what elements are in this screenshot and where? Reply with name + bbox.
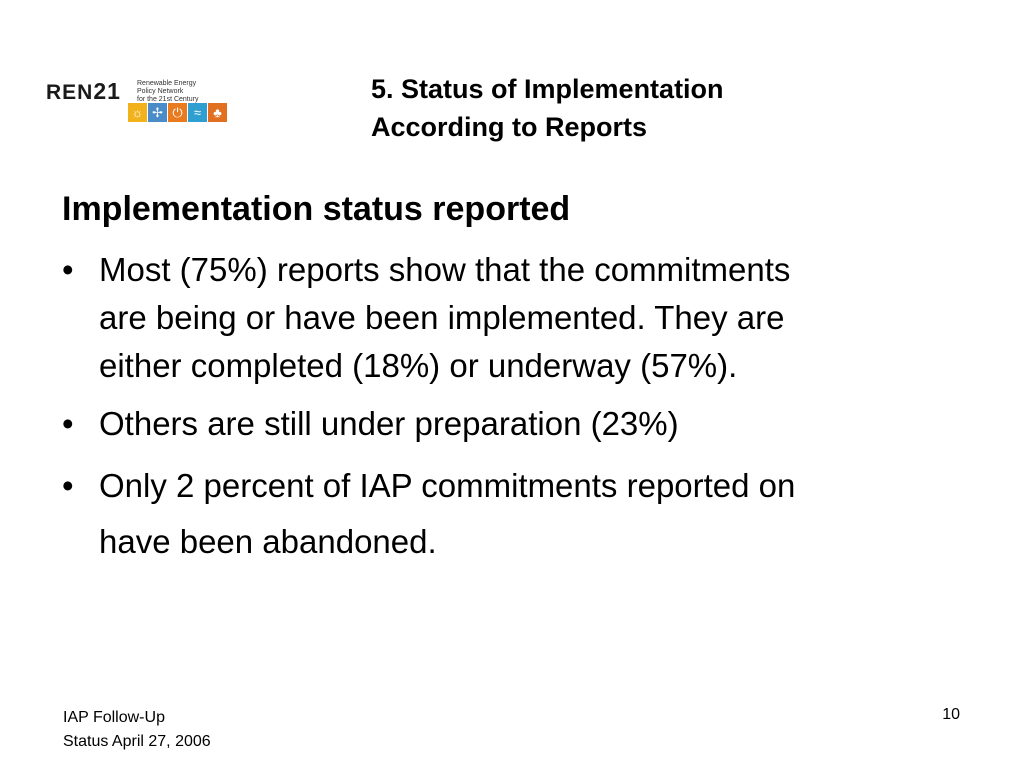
- bullet-item: [62, 400, 962, 448]
- logo-subtitle: [137, 80, 207, 104]
- bullet-marker: •: [62, 467, 74, 504]
- bullet-line: have been abandoned.: [99, 523, 437, 560]
- bullet-line: are being or have been implemented. They are: [99, 299, 785, 336]
- leaf-icon: ♣: [208, 103, 227, 122]
- slide-title-line: According to Reports: [371, 112, 648, 142]
- bullet-line: Only 2 percent of IAP commitments reported on: [99, 467, 796, 504]
- logo-subtitle-line: for the 21st Century: [137, 96, 199, 103]
- bullet-list: [62, 246, 962, 580]
- footer-info: [63, 706, 211, 754]
- bullet-item: [62, 246, 962, 390]
- logo-number: 21: [93, 78, 121, 104]
- logo-wordmark: [46, 78, 121, 105]
- bullet-item: [62, 458, 962, 570]
- footer-title: IAP Follow-Up: [63, 709, 165, 726]
- logo-icon-row: [128, 103, 227, 122]
- bullet-marker: •: [62, 251, 74, 288]
- bullet-marker: •: [62, 405, 74, 442]
- footer-date: Status April 27, 2006: [63, 733, 211, 750]
- sun-icon: ☼: [128, 103, 147, 122]
- wave-icon: ≈: [188, 103, 207, 122]
- logo-word: REN: [46, 81, 94, 104]
- bullet-line: either completed (18%) or underway (57%).: [99, 347, 738, 384]
- logo-subtitle-line: Renewable Energy: [137, 80, 197, 87]
- logo-subtitle-line: Policy Network: [137, 88, 184, 95]
- slide-title-line: 5. Status of Implementation: [371, 74, 724, 104]
- wind-icon: ✢: [148, 103, 167, 122]
- section-heading: Implementation status reported: [62, 190, 571, 228]
- ren21-logo: [46, 74, 222, 126]
- slide-title: [371, 70, 891, 146]
- bullet-line: Others are still under preparation (23%): [99, 405, 679, 442]
- bullet-line: Most (75%) reports show that the commitments: [99, 251, 791, 288]
- page-number: 10: [942, 706, 960, 723]
- power-icon: ⏻: [168, 103, 187, 122]
